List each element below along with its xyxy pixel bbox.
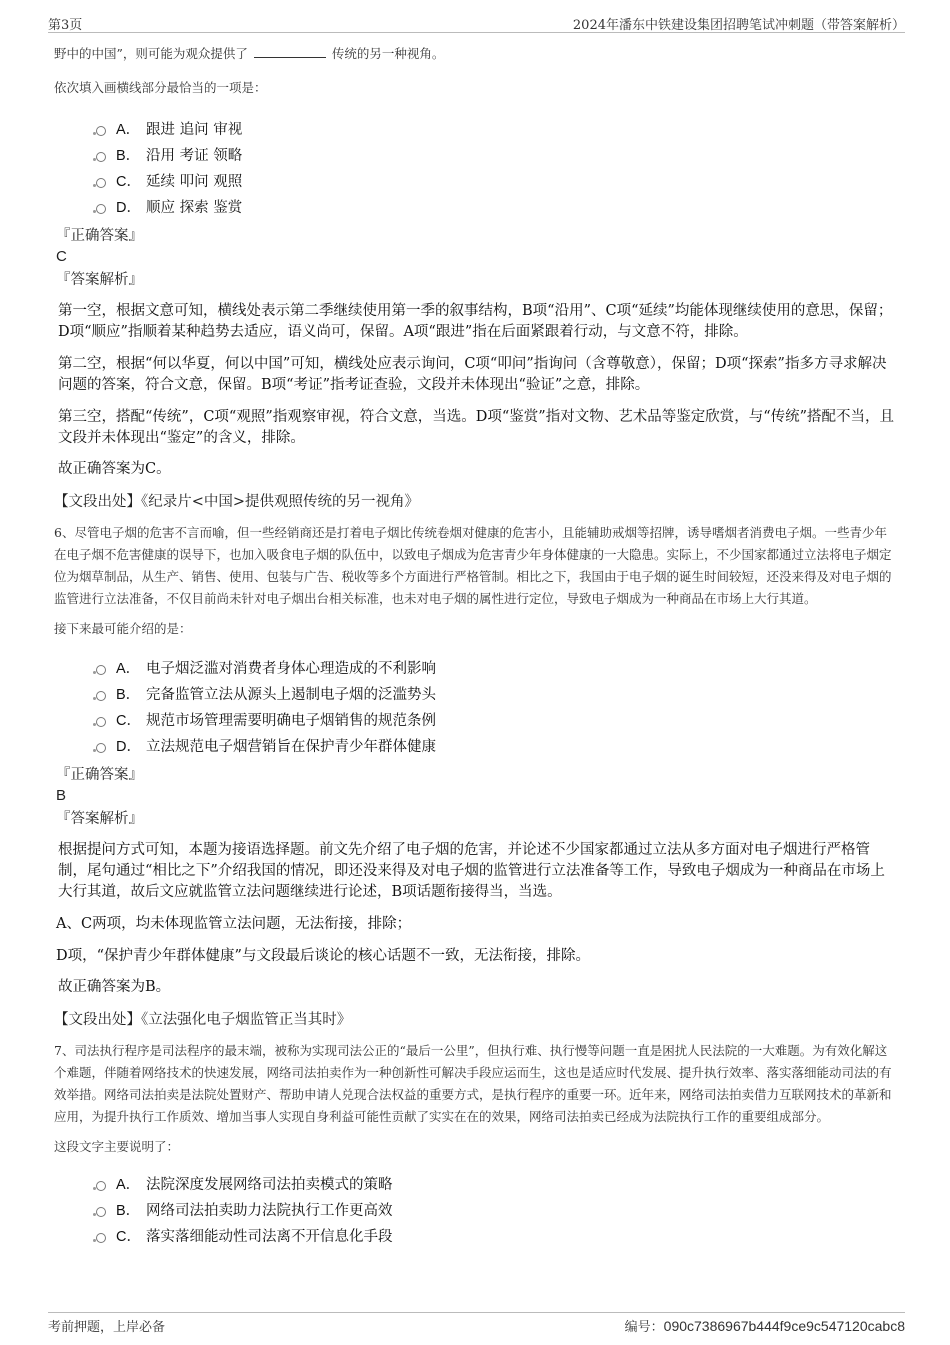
code-value: 090c7386967b444f9ce9c547120cabc8 (663, 1318, 905, 1334)
option-key: C． (116, 174, 141, 190)
q6-analysis-3: D项，“保护青少年群体健康”与文段最后谈论的核心话题不一致，无法衔接，排除。 (56, 948, 590, 964)
q6-prompt: 接下来最可能介绍的是： (54, 621, 192, 636)
option-text: 延续 叩问 观照 (146, 174, 243, 190)
page-content (54, 42, 896, 1250)
q5-analysis-label: 『答案解析』 (56, 272, 143, 288)
option-text: 网络司法拍卖助力法院执行工作更高效 (146, 1203, 393, 1219)
q6-option-b[interactable] (54, 682, 896, 708)
q5-source: 【文段出处】《纪录片<中国>提供观照传统的另一视角》 (54, 494, 420, 510)
q6-analysis-label: 『答案解析』 (56, 811, 143, 827)
q5-answer-label: 『正确答案』 (56, 228, 143, 244)
option-text: 完备监管立法从源头上遏制电子烟的泛滥势头 (146, 687, 436, 703)
option-text: 沿用 考证 领略 (146, 148, 243, 164)
q7-option-a[interactable] (54, 1172, 896, 1198)
q7-passage: 7、司法执行程序是司法程序的最末端，被称为实现司法公正的“最后一公里”，但执行难、执行慢等问题一直是困扰人民法院的一大难题。为有效化解这个难题，伴随着网络技术的快速发展，网络司法拍卖作为一种创新性可解决手段应运而生，这也是适应时代发展、提升执行效率、落实落细能动司法的有效举措。网络司法拍卖是法院处置财产、帮助申请人兑现合法权益的重要方式，是执行程序的重要一环。近年来，网络司法拍卖借力互联网技术的革新和应用，为提升执行工作质效、增加当事人实现自身利益可能性贡献了实实在在的效果，网络司法拍卖已经成为法院执行工作的重要组成部分。 (54, 1043, 892, 1124)
footer-slogan: 考前押题，上岸必备 (48, 1320, 166, 1335)
q6-answer: B (56, 787, 67, 804)
q6-source: 【文段出处】《立法强化电子烟监管正当其时》 (54, 1012, 352, 1028)
q7-option-c[interactable] (54, 1224, 896, 1250)
page-number: 第3页 (48, 18, 83, 33)
option-text: 法院深度发展网络司法拍卖模式的策略 (146, 1177, 393, 1193)
q6-analysis-conclusion: 故正确答案为B。 (58, 979, 171, 995)
option-key: C． (116, 713, 141, 729)
q5-option-c[interactable] (54, 169, 896, 195)
radio-icon[interactable] (96, 665, 106, 675)
page-header (48, 12, 905, 33)
q5-sentence-tail (54, 43, 896, 65)
q5-prompt: 依次填入画横线部分最恰当的一项是： (54, 80, 267, 95)
option-text: 顺应 探索 鉴赏 (146, 200, 243, 216)
option-key: B． (116, 1203, 141, 1219)
radio-icon[interactable] (96, 1207, 106, 1217)
q5-text-after-blank: 传统的另一种视角。 (331, 46, 445, 61)
option-key: D． (116, 200, 141, 216)
q6-option-a[interactable] (54, 656, 896, 682)
q7-option-b[interactable] (54, 1198, 896, 1224)
q5-text-before-blank: 野中的中国”，则可能为观众提供了 (54, 46, 248, 61)
radio-icon[interactable] (96, 1233, 106, 1243)
q5-analysis-3: 第三空，搭配“传统”，C项“观照”指观察审视，符合文意，当选。D项“鉴赏”指对文物、艺术品等鉴定欣赏，与“传统”搭配不当，且文段并未体现出“鉴定”的含义，排除。 (58, 409, 895, 446)
option-text: 电子烟泛滥对消费者身体心理造成的不利影响 (146, 661, 436, 677)
q6-passage: 6、尽管电子烟的危害不言而喻，但一些经销商还是打着电子烟比传统卷烟对健康的危害小，且能辅助戒烟等招牌，诱导嗜烟者消费电子烟。一些青少年在电子烟不危害健康的误导下，也加入吸食电子烟的队伍中，以致电子烟成为危害青少年身体健康的一大隐患。实际上，不少国家都通过立法将电子烟定位为烟草制品，从生产、销售、使用、包装与广告、税收等多个方面进行严格管制。相比之下，我国由于电子烟的诞生时间较短，还没来得及对电子烟的监管进行立法准备，不仅目前尚未针对电子烟出台相关标准，也未对电子烟的属性进行定位，导致电子烟成为一种商品在市场上大行其道。 (54, 525, 892, 606)
code-label: 编号： (624, 1320, 664, 1335)
q7-prompt: 这段文字主要说明了： (54, 1139, 180, 1154)
option-key: B． (116, 148, 141, 164)
q6-analysis-2: A、C两项，均未体现监管立法问题，无法衔接，排除； (56, 916, 412, 932)
q5-analysis-1: 第一空，根据文意可知，横线处表示第二季继续使用第一季的叙事结构，B项“沿用”、C项“延续”均能体现继续使用的意思，保留；D项“顺应”指顺着某种趋势去适应，语义尚可，保留。A项“跟进”指在后面紧跟着行动，与文意不符，排除。 (58, 303, 893, 340)
q7-options (54, 1172, 896, 1250)
option-key: A． (116, 122, 141, 138)
option-key: B． (116, 687, 141, 703)
q5-option-d[interactable] (54, 195, 896, 221)
option-key: A． (116, 661, 141, 677)
radio-icon[interactable] (96, 743, 106, 753)
q6-option-c[interactable] (54, 708, 896, 734)
answer-blank (254, 44, 326, 58)
radio-icon[interactable] (96, 204, 106, 214)
radio-icon[interactable] (96, 152, 106, 162)
radio-icon[interactable] (96, 1181, 106, 1191)
q6-analysis-1: 根据提问方式可知，本题为接语选择题。前文先介绍了电子烟的危害，并论述不少国家都通过立法从多方面对电子烟进行严格管制，尾句通过“相比之下”介绍我国的情况，即还没来得及对电子烟的监管进行立法准备等工作，导致电子烟成为一种商品在市场上大行其道，故后文应就监管立法问题继续进行论述，B项话题衔接得当，当选。 (58, 842, 885, 900)
q6-option-d[interactable] (54, 734, 896, 760)
option-key: D． (116, 739, 141, 755)
option-key: C． (116, 1229, 141, 1245)
q5-answer: C (56, 248, 67, 265)
document-title: 2024年潘东中铁建设集团招聘笔试冲刺题（带答案解析） (572, 18, 905, 33)
document-code (625, 1316, 905, 1335)
radio-icon[interactable] (96, 126, 106, 136)
option-text: 立法规范电子烟营销旨在保护青少年群体健康 (146, 739, 436, 755)
q6-options (54, 656, 896, 760)
option-text: 落实落细能动性司法离不开信息化手段 (146, 1229, 393, 1245)
radio-icon[interactable] (96, 178, 106, 188)
radio-icon[interactable] (96, 691, 106, 701)
q5-analysis-conclusion: 故正确答案为C。 (58, 461, 171, 477)
radio-icon[interactable] (96, 717, 106, 727)
q6-answer-label: 『正确答案』 (56, 767, 143, 783)
page-footer (48, 1312, 905, 1335)
option-text: 规范市场管理需要明确电子烟销售的规范条例 (146, 713, 436, 729)
option-text: 跟进 追问 审视 (146, 122, 243, 138)
q5-analysis-2: 第二空，根据“何以华夏，何以中国”可知，横线处应表示询问，C项“叩问”指询问（含尊敬意），保留；D项“探索”指多方寻求解决问题的答案，符合文意，保留。B项“考证”指考证查验，文段并未体现出“验证”之意，排除。 (58, 356, 887, 393)
q5-option-b[interactable] (54, 143, 896, 169)
q5-options (54, 117, 896, 221)
option-key: A． (116, 1177, 141, 1193)
q5-option-a[interactable] (54, 117, 896, 143)
